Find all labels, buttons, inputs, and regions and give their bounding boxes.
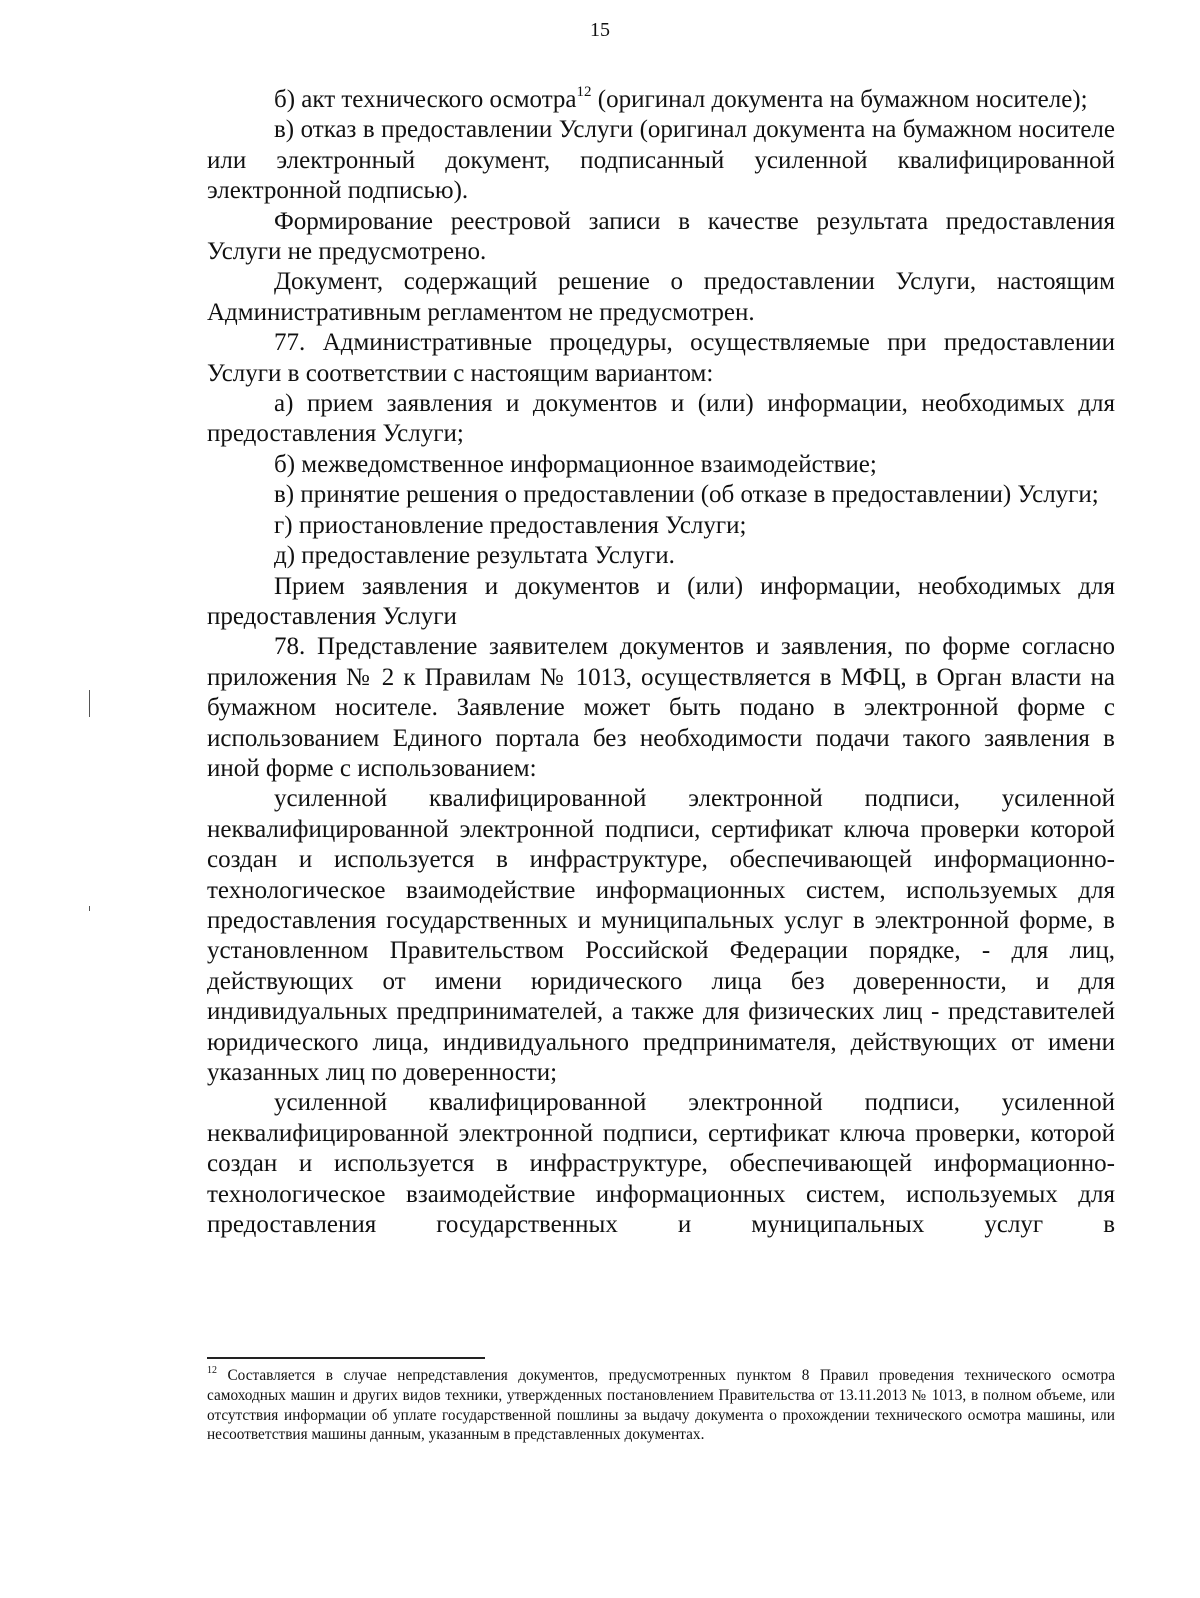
paragraph-item-v: в) отказ в предоставлении Услуги (оригинал документа на бумажном носителе или электронный документ, подписанный усиленной квалифицированной электронной подписью).	[207, 116, 1115, 205]
section-heading: Прием заявления и документов и (или) информации, необходимых для предоставления Услуги	[207, 572, 1115, 630]
paragraph-77: 77. Административные процедуры, осуществляемые при предоставлении Услуги в соответствии с настоящим вариантом:	[207, 329, 1115, 387]
margin-scan-mark	[89, 906, 90, 911]
paragraph-text: б) акт технического осмотра	[274, 86, 577, 113]
list-item-g: г) приостановление предоставления Услуги;	[274, 511, 747, 539]
paragraph-registry-record: Формирование реестровой записи в качестве результата предоставления Услуги не предусмотрено.	[207, 207, 1115, 266]
footnote-12	[207, 1366, 1115, 1445]
footnote-text: Составляется в случае непредставления документов, предусмотренных пунктом 8 Правил проведения технического осмотра самоходных машин и других видов техники, утвержденных постановлением Правительства от 13.11.2013 № 1013, в полном объеме, или отсутствия информации об уплате государственной пошлины за выдачу документа о прохождении технического осмотра машины, или несоответствия машины данным, указанным в представленных документах.	[207, 1367, 1115, 1444]
document-body	[207, 85, 1115, 1240]
paragraph-item-b	[207, 85, 1115, 115]
footnote-reference: 12	[576, 83, 592, 100]
page-number: 15	[590, 19, 610, 41]
list-item-a: а) прием заявления и документов и (или) информации, необходимых для предоставления Услуги;	[207, 390, 1115, 448]
paragraph-signature-2: усиленной квалифицированной электронной подписи, усиленной неквалифицированной электронной подписи, сертификат ключа проверки, которой создан и используется в инфраструктуре, обеспечивающей информационно-технологическое взаимодействие информационных систем, используемых для предоставления государственных и муниципальных услуг в	[207, 1089, 1115, 1239]
paragraph-decision-document: Документ, содержащий решение о предоставлении Услуги, настоящим Административным регламентом не предусмотрен.	[207, 268, 1115, 326]
paragraph-signature-1: усиленной квалифицированной электронной подписи, усиленной неквалифицированной электронной подписи, сертификат ключа проверки которой создан и используется в инфраструктуре, обеспечивающей информационно-технологическое взаимодействие информационных систем, используемых для предоставления государственных и муниципальных услуг в электронной форме, в установленном Правительством Российской Федерации порядке, - для лиц, действующих от имени юридического лица без доверенности, и для индивидуальных предпринимателей, а также для физических лиц - представителей юридического лица, индивидуального предпринимателя, действующих от имени указанных лиц по доверенности;	[207, 785, 1115, 1086]
footnote-marker: 12	[207, 1364, 217, 1376]
footnote-separator	[207, 1357, 485, 1359]
paragraph-78: 78. Представление заявителем документов и заявления, по форме согласно приложения № 2 к Правилам № 1013, осуществляется в МФЦ, в Орган власти на бумажном носителе. Заявление может быть подано в электронной форме с использованием Единого портала без необходимости подачи такого заявления в иной форме с использованием:	[207, 633, 1115, 782]
list-item-b: б) межведомственное информационное взаимодействие;	[274, 450, 877, 478]
paragraph-text: (оригинал документа на бумажном носителе);	[591, 86, 1088, 113]
margin-scan-mark	[89, 690, 90, 717]
footnotes	[207, 1366, 1115, 1445]
list-item-d: д) предоставление результата Услуги.	[274, 542, 675, 570]
list-item-v: в) принятие решения о предоставлении (об отказе в предоставлении) Услуги;	[274, 481, 1099, 509]
